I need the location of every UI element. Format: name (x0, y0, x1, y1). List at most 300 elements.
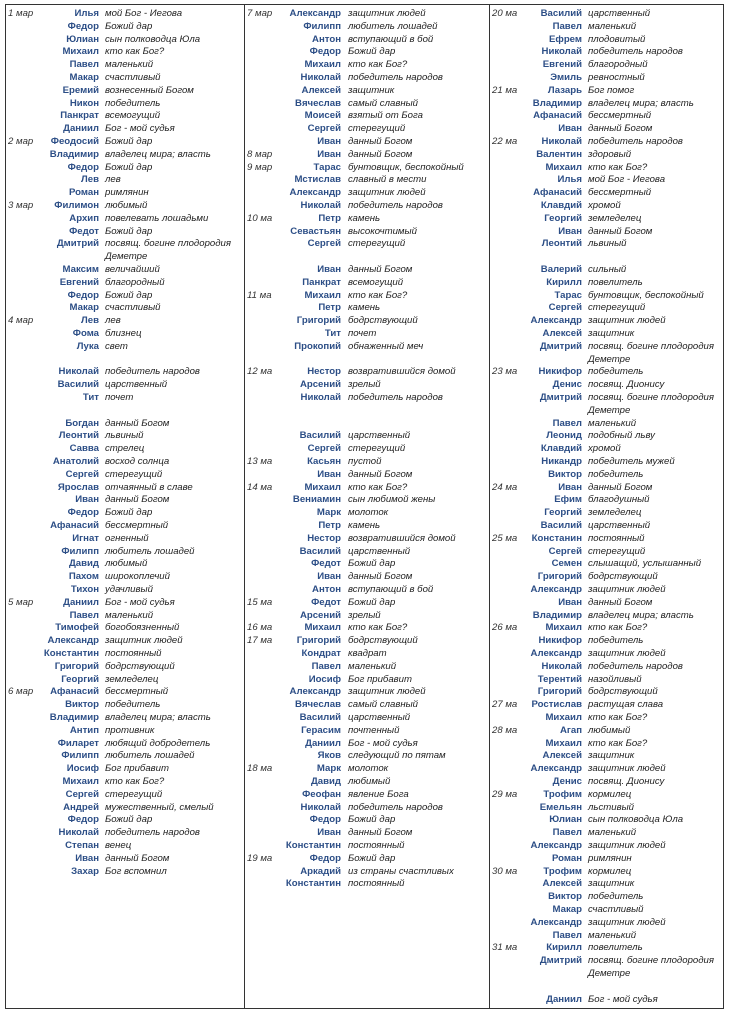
meaning-label: любимый (348, 776, 391, 787)
date-label: 27 ма (492, 699, 518, 711)
name-label: Григорий (537, 571, 582, 583)
meaning-label: камень (348, 520, 381, 531)
name-label: Богдан (65, 417, 99, 429)
meaning-label: самый славный (348, 699, 418, 711)
date-label: 25 ма (492, 532, 518, 544)
meaning-label: маленький (105, 609, 154, 621)
calendar-row (245, 162, 488, 174)
name-label: Илья (557, 174, 582, 186)
meaning-label: кто как Бог? (588, 622, 648, 634)
calendar-row (490, 712, 724, 724)
calendar-row (6, 686, 243, 698)
name-label: Михаил (304, 59, 341, 71)
name-label: Федор (309, 852, 341, 864)
meaning-label: Божий дар (105, 20, 153, 32)
meaning-label: маленький (588, 20, 637, 32)
name-label: Илья (74, 8, 99, 19)
calendar-row (490, 136, 724, 148)
calendar-row (6, 251, 243, 263)
calendar-row (490, 686, 724, 698)
name-label: Петр (318, 302, 341, 314)
name-label: Констанин (531, 532, 582, 544)
meaning-label: удачливый (105, 584, 153, 595)
meaning-label: защитник людей (105, 635, 183, 647)
date-label: 18 ма (247, 763, 273, 775)
meaning-label: пустой (348, 456, 382, 467)
calendar-row (6, 840, 243, 852)
calendar-row (245, 187, 488, 199)
calendar-row (490, 507, 724, 519)
calendar-row (490, 59, 724, 71)
calendar-row (490, 226, 724, 238)
calendar-row (490, 904, 724, 916)
calendar-row (245, 648, 488, 660)
meaning-label: победитель (588, 366, 644, 378)
calendar-row (6, 341, 243, 353)
calendar-row (245, 430, 488, 442)
meaning-label: из страны счастливых (348, 865, 454, 877)
date-label: 19 ма (247, 852, 273, 864)
name-label: Прокопий (294, 340, 341, 352)
calendar-row (245, 597, 488, 609)
calendar-row (6, 494, 243, 506)
name-label: Семен (551, 558, 582, 570)
calendar-row (245, 789, 488, 801)
calendar-row (245, 814, 488, 826)
calendar-row (490, 520, 724, 532)
calendar-row (490, 955, 724, 967)
name-label: Никифор (538, 635, 582, 647)
meaning-label: Божий дар (105, 507, 153, 519)
meaning-label: отчаянный в славе (105, 481, 193, 493)
meaning-label: кто как Бог? (588, 161, 648, 173)
name-label: Филарет (57, 737, 99, 749)
meaning-label: близнец (105, 328, 142, 339)
name-label: Леонид (546, 430, 582, 442)
calendar-row (490, 8, 724, 20)
name-label: Трофим (543, 865, 582, 877)
name-label: Михаил (304, 622, 341, 634)
meaning-label: бессмертный (588, 110, 652, 122)
meaning-label: любитель лошадей (105, 750, 195, 762)
calendar-row (245, 46, 488, 58)
meaning-label: победитель (588, 635, 644, 647)
meaning-label: постоянный (348, 878, 405, 890)
date-label: 15 ма (247, 596, 273, 608)
calendar-row (245, 85, 488, 97)
name-label: Михаил (545, 712, 582, 723)
name-label: Сергей (65, 468, 99, 480)
meaning-label: огненный (105, 532, 149, 544)
name-label: Филипп (61, 750, 99, 762)
calendar-row (6, 763, 243, 775)
calendar-row (6, 635, 243, 647)
meaning-label: обнаженный меч (348, 340, 424, 352)
calendar-row (245, 558, 488, 570)
calendar-row (245, 507, 488, 519)
date-label: 14 ма (247, 481, 273, 493)
name-label: Сергей (307, 123, 341, 135)
meaning-label: почет (105, 392, 134, 403)
name-label: Григорий (296, 315, 341, 327)
calendar-row (245, 174, 488, 186)
name-label: Николай (300, 392, 341, 403)
name-label: Леонтий (541, 238, 582, 250)
calendar-row (245, 456, 488, 468)
meaning-label: посвящ. богине плодородия (105, 238, 232, 250)
calendar-row (245, 494, 488, 506)
name-label: Феодосий (50, 136, 99, 147)
meaning-label: победитель народов (588, 136, 683, 147)
calendar-row (6, 290, 243, 302)
calendar-row (6, 866, 243, 878)
calendar-row (490, 558, 724, 570)
meaning-label: явление Бога (348, 788, 409, 800)
meaning-label: Божий дар (105, 289, 153, 301)
calendar-row (490, 379, 724, 391)
name-label: Роман (552, 852, 582, 864)
calendar-row (490, 597, 724, 609)
calendar-row (6, 226, 243, 238)
meaning-label: победитель народов (588, 46, 683, 58)
name-label: Степан (65, 840, 99, 851)
name-label: Иван (558, 596, 582, 608)
name-label: Даниил (63, 123, 99, 135)
meaning-label: победитель народов (348, 200, 443, 211)
calendar-row (245, 469, 488, 481)
name-label: Григорий (296, 635, 341, 647)
calendar-row (6, 610, 243, 622)
calendar-row (6, 379, 243, 391)
name-label: Иван (317, 571, 341, 583)
meaning-label: любитель лошадей (105, 545, 195, 557)
calendar-row (490, 610, 724, 622)
meaning-label: посвящ. богине плодородия (588, 340, 715, 352)
date-label: 23 ма (492, 366, 518, 378)
calendar-row (490, 699, 724, 711)
calendar-row (490, 878, 724, 890)
calendar-row (245, 750, 488, 762)
name-label: Юлиан (549, 814, 582, 826)
name-label: Афанасий (533, 110, 582, 122)
meaning-label: бессмертный (105, 520, 169, 531)
name-label: Панкрат (60, 110, 99, 122)
meaning-label: повелитель (588, 276, 643, 288)
name-label: Иван (317, 827, 341, 839)
name-label: Федор (67, 161, 99, 173)
meaning-label: кто как Бог? (588, 737, 648, 749)
calendar-row (490, 98, 724, 110)
meaning-label: данный Богом (348, 571, 413, 583)
calendar-row (6, 482, 243, 494)
name-label: Лука (76, 340, 99, 352)
calendar-row (490, 174, 724, 186)
name-label: Антон (312, 33, 341, 45)
meaning-label: плодовитый (588, 33, 646, 45)
name-label: Александр (530, 916, 582, 928)
calendar-row (6, 366, 243, 378)
name-label: Федот (311, 558, 341, 570)
meaning-label: посвящ. Дионису (588, 379, 665, 391)
meaning-label: возвратившийся домой (348, 532, 456, 544)
name-label: Тарас (554, 289, 582, 301)
name-label: Дмитрий (539, 340, 582, 352)
meaning-label: Божий дар (105, 136, 153, 147)
calendar-row (6, 546, 243, 558)
meaning-label: сын любимой жены (348, 494, 436, 506)
meaning-label: благородный (588, 59, 648, 71)
date-label: 7 мар (247, 8, 273, 19)
meaning-label: защитник (348, 84, 395, 96)
name-label: Владимир (49, 148, 99, 160)
name-label: Тит (324, 328, 341, 339)
date-label: 22 ма (492, 136, 518, 147)
meaning-label: данный Богом (348, 827, 413, 839)
meaning-label: Божий дар (105, 814, 153, 826)
name-label: Захар (71, 865, 99, 877)
calendar-row (6, 162, 243, 174)
meaning-label: Божий дар (105, 225, 153, 237)
calendar-row (245, 584, 488, 596)
name-label: Павел (69, 59, 99, 71)
meaning-label: бунтовщик, беспокойный (348, 161, 464, 173)
calendar-row (6, 213, 243, 225)
meaning-label: повелевать лошадьми (105, 212, 209, 224)
meaning-label: данный Богом (348, 264, 413, 275)
name-label: Федор (309, 814, 341, 826)
calendar-row (490, 85, 724, 97)
name-label: Моисей (304, 110, 341, 122)
date-label: 21 ма (492, 84, 518, 96)
date-label: 30 ма (492, 865, 518, 877)
calendar-row (6, 200, 243, 212)
meaning-label: бодрствующий (588, 686, 658, 698)
meaning-label: защитник людей (588, 916, 666, 928)
calendar-row (490, 366, 724, 378)
calendar-row (245, 277, 488, 289)
calendar-row (6, 302, 243, 314)
meaning-label: восход солнца (105, 456, 170, 467)
meaning-label: защитник (588, 878, 635, 890)
meaning-label: кто как Бог? (348, 622, 408, 634)
name-label: Николай (58, 827, 99, 839)
calendar-row (6, 443, 243, 455)
meaning-label: бодрствующий (348, 315, 418, 327)
name-label: Виктор (65, 699, 99, 711)
meaning-label: победитель (105, 699, 161, 711)
meaning-label: стерегущий (105, 788, 163, 800)
meaning-label: всемогущий (105, 110, 161, 122)
name-label: Филипп (61, 545, 99, 557)
calendar-row (490, 72, 724, 84)
name-label: Георгий (544, 507, 582, 519)
calendar-row (245, 853, 488, 865)
calendar-row (490, 546, 724, 558)
calendar-row (490, 21, 724, 33)
name-label: Тихон (70, 584, 99, 595)
meaning-label: Божий дар (348, 852, 396, 864)
meaning-label: счастливый (105, 72, 161, 83)
calendar-row (490, 430, 724, 442)
calendar-row (6, 8, 243, 20)
name-label: Федор (67, 507, 99, 519)
name-label: Никифор (538, 366, 582, 378)
calendar-row (6, 520, 243, 532)
calendar-row (6, 110, 243, 122)
name-label: Клавдий (540, 200, 582, 211)
name-label: Денис (552, 379, 582, 391)
calendar-row (490, 533, 724, 545)
name-label: Панкрат (302, 276, 341, 288)
meaning-label: кто как Бог? (348, 481, 408, 493)
calendar-row (490, 123, 724, 135)
name-label: Владимир (49, 712, 99, 723)
calendar-row (245, 136, 488, 148)
meaning-label: Божий дар (348, 596, 396, 608)
calendar-row (6, 136, 243, 148)
name-label: Валерий (540, 264, 582, 275)
calendar-row (490, 200, 724, 212)
meaning-label: Бог помог (588, 84, 635, 96)
meaning-label: владелец мира; власть (588, 97, 694, 109)
name-label: Афанасий (50, 686, 99, 698)
calendar-row (245, 520, 488, 532)
name-label: Еремий (62, 84, 99, 96)
name-label: Александр (530, 763, 582, 775)
name-label: Михаил (304, 481, 341, 493)
name-label: Ефим (554, 494, 582, 506)
name-label: Трофим (543, 788, 582, 800)
meaning-label: Деметре (105, 251, 148, 263)
meaning-label: зрелый (348, 609, 381, 621)
date-label: 13 ма (247, 456, 273, 467)
calendar-row (490, 315, 724, 327)
date-label: 2 мар (8, 136, 34, 147)
name-label: Василий (540, 520, 582, 531)
meaning-label: любитель лошадей (348, 20, 438, 32)
name-label: Филипп (303, 20, 341, 32)
name-label: Василий (540, 8, 582, 19)
name-label: Никон (69, 97, 99, 109)
name-label: Федор (309, 46, 341, 58)
name-label: Георгий (544, 212, 582, 224)
meaning-label: лев (105, 315, 121, 327)
date-label: 26 ма (492, 622, 518, 634)
name-label: Севастьян (290, 225, 341, 237)
name-label: Евгений (59, 276, 99, 288)
meaning-label: растущая слава (588, 699, 664, 711)
calendar-row (490, 994, 724, 1006)
name-label: Иван (317, 264, 341, 275)
name-label: Касьян (307, 456, 341, 467)
meaning-label: Божий дар (348, 46, 396, 58)
meaning-label: вознесенный Богом (105, 84, 194, 96)
calendar-row (490, 110, 724, 122)
name-calendar-table (5, 4, 724, 1009)
calendar-row (6, 699, 243, 711)
meaning-label: Божий дар (348, 558, 396, 570)
calendar-row (6, 418, 243, 430)
meaning-label: бессмертный (105, 686, 169, 698)
name-label: Марк (316, 763, 341, 775)
meaning-label: защитник людей (348, 686, 426, 698)
name-label: Павел (311, 660, 341, 672)
meaning-label: данный Богом (105, 494, 170, 506)
calendar-row (6, 750, 243, 762)
name-label: Эмиль (550, 72, 582, 83)
meaning-label: бессмертный (588, 187, 652, 199)
meaning-label: подобный льву (588, 430, 655, 442)
calendar-row (245, 72, 488, 84)
calendar-row (6, 622, 243, 634)
calendar-row (490, 264, 724, 276)
name-label: Василий (299, 545, 341, 557)
calendar-row (6, 661, 243, 673)
name-label: Василий (299, 430, 341, 442)
name-label: Константин (285, 840, 341, 851)
name-label: Александр (47, 635, 99, 647)
meaning-label: всемогущий (348, 276, 404, 288)
name-label: Михаил (545, 622, 582, 634)
calendar-row (245, 763, 488, 775)
meaning-label: мой Бог - Иегова (588, 174, 666, 186)
calendar-row (245, 98, 488, 110)
meaning-label: защитник людей (588, 763, 666, 775)
calendar-row (6, 59, 243, 71)
name-label: Леонтий (58, 430, 99, 442)
calendar-row (490, 34, 724, 46)
meaning-label: молоток (348, 763, 389, 775)
date-label: 20 ма (492, 8, 518, 19)
meaning-label: Деметре (588, 404, 631, 416)
name-label: Лев (81, 315, 99, 327)
calendar-row (245, 661, 488, 673)
calendar-row (245, 725, 488, 737)
calendar-row (490, 46, 724, 58)
calendar-row (490, 213, 724, 225)
date-label: 4 мар (8, 315, 34, 327)
calendar-row (245, 8, 488, 20)
name-label: Алексей (542, 328, 582, 339)
calendar-row (6, 827, 243, 839)
name-label: Михаил (545, 737, 582, 749)
calendar-row (490, 354, 724, 366)
name-label: Валентин (536, 148, 582, 160)
calendar-row (245, 315, 488, 327)
calendar-row (245, 546, 488, 558)
calendar-row (490, 482, 724, 494)
calendar-row (245, 264, 488, 276)
name-label: Алексей (301, 84, 341, 96)
meaning-label: сын полководца Юла (588, 814, 684, 826)
meaning-label: царственный (105, 379, 168, 391)
date-label: 24 ма (492, 481, 518, 493)
calendar-row (6, 238, 243, 250)
name-label: Николай (58, 366, 99, 378)
meaning-label: данный Богом (348, 136, 413, 147)
name-label: Федор (67, 20, 99, 32)
meaning-label: льстивый (588, 801, 634, 813)
calendar-row (6, 776, 243, 788)
calendar-row (245, 392, 488, 404)
calendar-row (490, 814, 724, 826)
name-label: Дмитрий (56, 238, 99, 250)
calendar-row (245, 571, 488, 583)
calendar-row (6, 648, 243, 660)
meaning-label: бодрствующий (588, 571, 658, 583)
calendar-row (245, 328, 488, 340)
calendar-row (490, 725, 724, 737)
